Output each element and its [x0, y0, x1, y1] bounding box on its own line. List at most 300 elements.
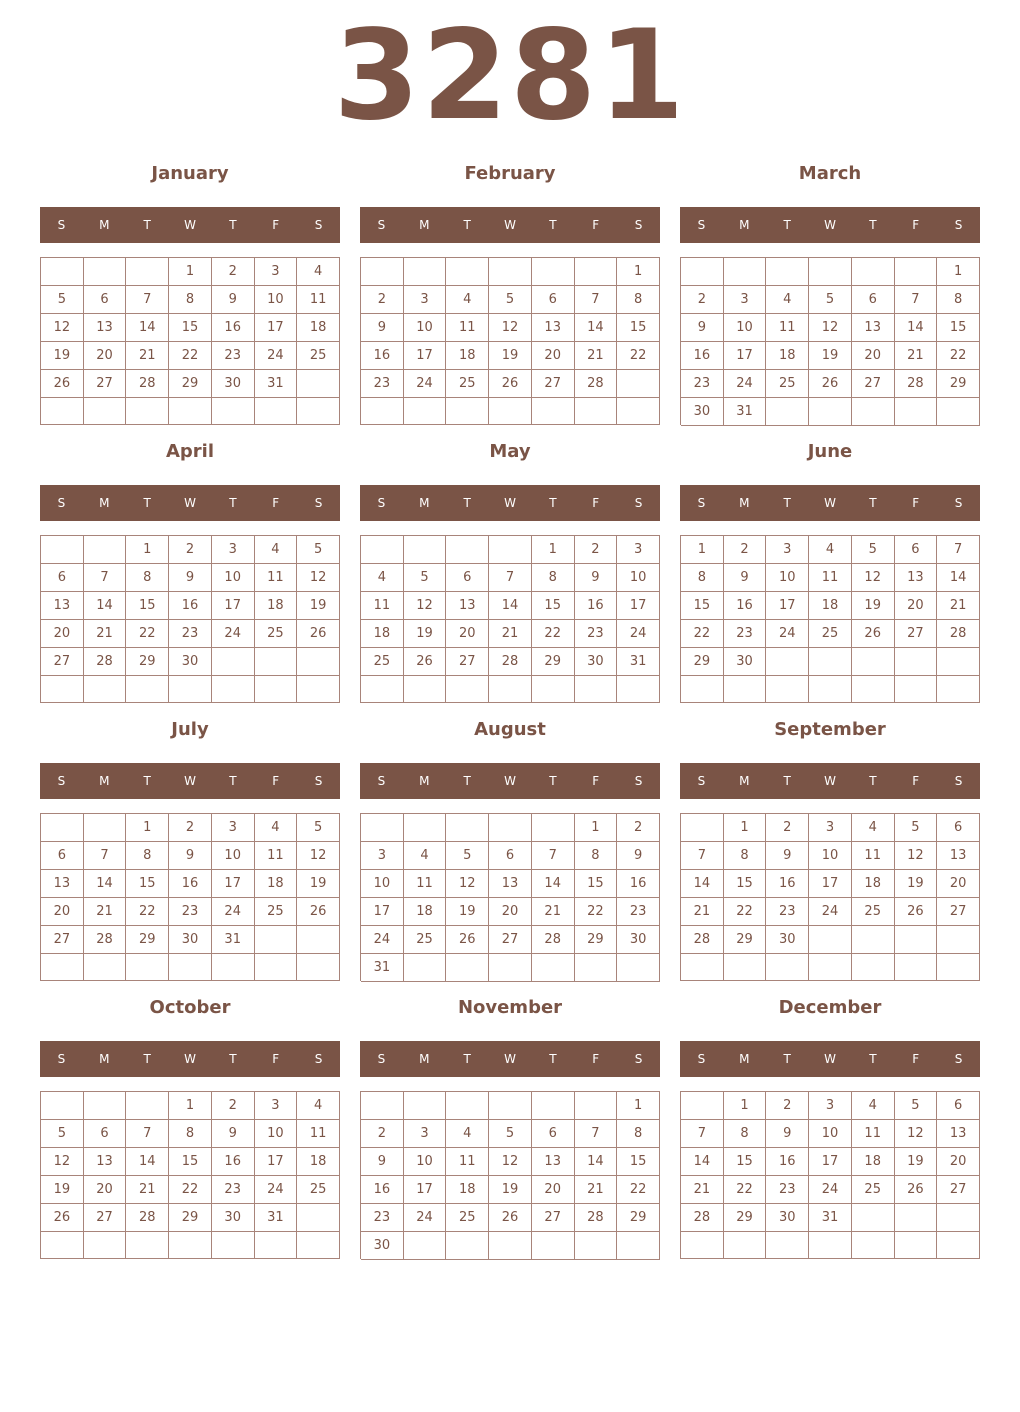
day-cell: 21: [895, 342, 938, 370]
empty-cell: [575, 954, 618, 982]
day-cell: 2: [212, 1092, 255, 1120]
weekday-label: M: [739, 774, 750, 788]
day-cell: 22: [532, 620, 575, 648]
empty-cell: [617, 370, 660, 398]
empty-cell: [84, 676, 127, 703]
day-cell: 22: [937, 342, 980, 370]
day-cell: 18: [766, 342, 809, 370]
empty-cell: [681, 1232, 724, 1259]
weekday-label: S: [634, 1052, 643, 1066]
empty-cell: [404, 1092, 447, 1120]
day-cell: 26: [489, 1204, 532, 1232]
weekday-label: T: [869, 774, 877, 788]
empty-cell: [809, 398, 852, 426]
day-cell: 18: [297, 1148, 340, 1176]
day-cell: 17: [255, 1148, 298, 1176]
day-cell: 7: [681, 1120, 724, 1148]
day-cell: 28: [895, 370, 938, 398]
day-cell: 16: [169, 870, 212, 898]
day-cell: 17: [617, 592, 660, 620]
day-cell: 3: [361, 842, 404, 870]
weekday-label: F: [272, 774, 280, 788]
day-cell: 23: [169, 620, 212, 648]
weekday-header: [40, 763, 340, 799]
day-cell: 25: [766, 370, 809, 398]
empty-cell: [255, 954, 298, 981]
weekday-header: [680, 207, 980, 243]
day-cell: 25: [809, 620, 852, 648]
weekday-label: M: [739, 496, 750, 510]
day-cell: 21: [84, 898, 127, 926]
day-cell: 15: [724, 1148, 767, 1176]
day-cell: 4: [404, 842, 447, 870]
day-cell: 7: [126, 286, 169, 314]
weekday-label: S: [697, 218, 706, 232]
day-grid: [40, 535, 340, 703]
day-grid: [40, 257, 340, 425]
empty-cell: [617, 398, 660, 425]
weekday-label: S: [57, 774, 66, 788]
day-cell: 21: [532, 898, 575, 926]
day-cell: 8: [169, 1120, 212, 1148]
empty-cell: [724, 1232, 767, 1259]
weekday-label: T: [463, 774, 471, 788]
day-cell: 13: [41, 870, 84, 898]
day-cell: 6: [852, 286, 895, 314]
day-cell: 14: [532, 870, 575, 898]
empty-cell: [297, 676, 340, 703]
empty-cell: [404, 398, 447, 425]
weekday-label: T: [783, 774, 791, 788]
day-cell: 6: [84, 1120, 127, 1148]
day-cell: 5: [895, 814, 938, 842]
empty-cell: [937, 926, 980, 954]
day-cell: 5: [489, 286, 532, 314]
day-cell: 23: [212, 342, 255, 370]
empty-cell: [852, 954, 895, 981]
empty-cell: [809, 258, 852, 286]
day-cell: 14: [575, 314, 618, 342]
day-cell: 3: [212, 814, 255, 842]
day-cell: 30: [169, 648, 212, 676]
day-cell: 23: [766, 898, 809, 926]
day-cell: 24: [809, 1176, 852, 1204]
day-cell: 19: [297, 870, 340, 898]
day-cell: 13: [446, 592, 489, 620]
month-name: January: [151, 163, 229, 184]
empty-cell: [489, 676, 532, 703]
day-cell: 23: [766, 1176, 809, 1204]
day-cell: 2: [575, 536, 618, 564]
day-cell: 14: [681, 870, 724, 898]
empty-cell: [255, 926, 298, 954]
day-cell: 9: [212, 1120, 255, 1148]
empty-cell: [895, 954, 938, 981]
day-cell: 22: [169, 342, 212, 370]
day-cell: 15: [681, 592, 724, 620]
empty-cell: [446, 1092, 489, 1120]
empty-cell: [297, 926, 340, 954]
empty-cell: [126, 398, 169, 425]
day-cell: 21: [681, 898, 724, 926]
empty-cell: [766, 954, 809, 981]
weekday-label: S: [377, 774, 386, 788]
empty-cell: [361, 398, 404, 425]
day-cell: 18: [255, 870, 298, 898]
day-cell: 24: [766, 620, 809, 648]
day-cell: 1: [724, 1092, 767, 1120]
day-cell: 17: [212, 592, 255, 620]
day-cell: 14: [575, 1148, 618, 1176]
day-cell: 30: [766, 1204, 809, 1232]
day-cell: 24: [404, 370, 447, 398]
day-cell: 25: [404, 926, 447, 954]
day-cell: 6: [532, 286, 575, 314]
day-cell: 3: [255, 1092, 298, 1120]
day-cell: 21: [575, 1176, 618, 1204]
month-name: November: [457, 997, 563, 1018]
day-cell: 6: [489, 842, 532, 870]
empty-cell: [126, 676, 169, 703]
empty-cell: [446, 814, 489, 842]
month-name: May: [489, 441, 531, 462]
day-cell: 6: [937, 814, 980, 842]
day-cell: 15: [617, 314, 660, 342]
day-cell: 12: [489, 1148, 532, 1176]
day-cell: 13: [489, 870, 532, 898]
day-cell: 9: [681, 314, 724, 342]
day-cell: 11: [852, 842, 895, 870]
day-cell: 24: [809, 898, 852, 926]
day-cell: 12: [809, 314, 852, 342]
day-cell: 12: [297, 564, 340, 592]
weekday-label: M: [419, 1052, 430, 1066]
day-cell: 10: [255, 1120, 298, 1148]
day-cell: 26: [41, 370, 84, 398]
empty-cell: [41, 536, 84, 564]
empty-cell: [532, 814, 575, 842]
day-cell: 21: [937, 592, 980, 620]
day-cell: 6: [937, 1092, 980, 1120]
weekday-label: S: [377, 496, 386, 510]
day-cell: 21: [575, 342, 618, 370]
day-cell: 23: [169, 898, 212, 926]
day-cell: 1: [126, 536, 169, 564]
empty-cell: [852, 926, 895, 954]
weekday-header: [360, 485, 660, 521]
day-cell: 1: [126, 814, 169, 842]
day-cell: 16: [766, 1148, 809, 1176]
day-cell: 7: [575, 286, 618, 314]
weekday-label: S: [57, 218, 66, 232]
day-cell: 27: [532, 370, 575, 398]
empty-cell: [84, 954, 127, 981]
empty-cell: [404, 814, 447, 842]
day-cell: 11: [255, 842, 298, 870]
weekday-label: W: [504, 774, 516, 788]
empty-cell: [41, 814, 84, 842]
month-name: December: [778, 997, 882, 1018]
day-cell: 19: [41, 1176, 84, 1204]
day-cell: 25: [297, 342, 340, 370]
weekday-label: F: [912, 218, 920, 232]
day-cell: 11: [361, 592, 404, 620]
weekday-label: F: [592, 218, 600, 232]
day-grid: [360, 535, 660, 703]
day-cell: 20: [532, 1176, 575, 1204]
weekday-label: T: [143, 496, 151, 510]
day-cell: 4: [361, 564, 404, 592]
day-cell: 8: [937, 286, 980, 314]
day-cell: 16: [575, 592, 618, 620]
weekday-label: S: [57, 496, 66, 510]
day-cell: 12: [489, 314, 532, 342]
day-cell: 21: [84, 620, 127, 648]
day-cell: 4: [255, 536, 298, 564]
day-cell: 11: [255, 564, 298, 592]
day-cell: 19: [489, 1176, 532, 1204]
day-cell: 24: [404, 1204, 447, 1232]
empty-cell: [126, 954, 169, 981]
day-cell: 3: [766, 536, 809, 564]
day-cell: 5: [41, 286, 84, 314]
empty-cell: [446, 258, 489, 286]
empty-cell: [361, 814, 404, 842]
day-cell: 27: [937, 1176, 980, 1204]
weekday-label: W: [824, 496, 836, 510]
weekday-label: W: [824, 1052, 836, 1066]
day-cell: 27: [41, 648, 84, 676]
day-cell: 18: [446, 342, 489, 370]
empty-cell: [532, 676, 575, 703]
day-cell: 24: [617, 620, 660, 648]
weekday-label: M: [739, 1052, 750, 1066]
weekday-label: M: [99, 218, 110, 232]
day-cell: 1: [532, 536, 575, 564]
empty-cell: [809, 1232, 852, 1259]
empty-cell: [169, 676, 212, 703]
weekday-label: S: [314, 218, 323, 232]
day-cell: 28: [937, 620, 980, 648]
empty-cell: [852, 258, 895, 286]
empty-cell: [489, 814, 532, 842]
day-cell: 3: [724, 286, 767, 314]
day-cell: 13: [532, 1148, 575, 1176]
day-cell: 24: [361, 926, 404, 954]
empty-cell: [404, 1232, 447, 1260]
empty-cell: [446, 536, 489, 564]
day-cell: 7: [532, 842, 575, 870]
month-name: July: [171, 719, 209, 740]
day-cell: 7: [84, 564, 127, 592]
day-cell: 25: [297, 1176, 340, 1204]
empty-cell: [446, 398, 489, 425]
day-cell: 29: [724, 926, 767, 954]
day-cell: 19: [297, 592, 340, 620]
day-cell: 28: [84, 648, 127, 676]
empty-cell: [937, 398, 980, 426]
day-cell: 31: [255, 1204, 298, 1232]
day-grid: [360, 257, 660, 425]
empty-cell: [297, 1232, 340, 1259]
day-cell: 22: [724, 1176, 767, 1204]
day-cell: 30: [724, 648, 767, 676]
day-cell: 20: [41, 620, 84, 648]
empty-cell: [41, 398, 84, 425]
empty-cell: [489, 258, 532, 286]
empty-cell: [766, 648, 809, 676]
day-cell: 31: [724, 398, 767, 426]
day-cell: 10: [212, 564, 255, 592]
weekday-label: M: [99, 1052, 110, 1066]
day-cell: 17: [404, 342, 447, 370]
weekday-label: W: [504, 496, 516, 510]
day-cell: 30: [617, 926, 660, 954]
day-cell: 17: [809, 870, 852, 898]
empty-cell: [84, 258, 127, 286]
day-cell: 30: [212, 370, 255, 398]
day-cell: 15: [575, 870, 618, 898]
day-cell: 11: [446, 314, 489, 342]
day-cell: 7: [937, 536, 980, 564]
day-cell: 10: [724, 314, 767, 342]
day-cell: 2: [361, 1120, 404, 1148]
day-cell: 22: [724, 898, 767, 926]
day-cell: 6: [446, 564, 489, 592]
day-cell: 28: [126, 1204, 169, 1232]
day-cell: 8: [681, 564, 724, 592]
day-cell: 10: [212, 842, 255, 870]
day-cell: 16: [361, 342, 404, 370]
weekday-label: T: [783, 1052, 791, 1066]
empty-cell: [212, 954, 255, 981]
day-cell: 16: [724, 592, 767, 620]
empty-cell: [297, 648, 340, 676]
empty-cell: [532, 1092, 575, 1120]
day-cell: 9: [169, 842, 212, 870]
day-cell: 20: [84, 1176, 127, 1204]
weekday-label: M: [419, 496, 430, 510]
weekday-label: S: [954, 774, 963, 788]
weekday-label: S: [57, 1052, 66, 1066]
empty-cell: [297, 370, 340, 398]
weekday-label: T: [463, 218, 471, 232]
day-cell: 13: [852, 314, 895, 342]
day-cell: 2: [766, 1092, 809, 1120]
day-cell: 30: [575, 648, 618, 676]
empty-cell: [404, 954, 447, 982]
empty-cell: [809, 926, 852, 954]
day-cell: 24: [212, 620, 255, 648]
empty-cell: [84, 398, 127, 425]
empty-cell: [212, 398, 255, 425]
day-cell: 10: [809, 1120, 852, 1148]
day-cell: 5: [297, 536, 340, 564]
day-cell: 7: [895, 286, 938, 314]
weekday-label: T: [549, 774, 557, 788]
empty-cell: [41, 1232, 84, 1259]
empty-cell: [297, 398, 340, 425]
weekday-label: T: [463, 496, 471, 510]
day-cell: 1: [169, 1092, 212, 1120]
day-cell: 13: [937, 1120, 980, 1148]
empty-cell: [617, 954, 660, 982]
empty-cell: [255, 398, 298, 425]
day-cell: 9: [766, 842, 809, 870]
empty-cell: [895, 398, 938, 426]
weekday-label: T: [783, 496, 791, 510]
weekday-label: F: [272, 496, 280, 510]
empty-cell: [937, 1204, 980, 1232]
weekday-header: [360, 1041, 660, 1077]
day-cell: 28: [532, 926, 575, 954]
day-cell: 9: [617, 842, 660, 870]
weekday-header: [40, 1041, 340, 1077]
day-cell: 20: [41, 898, 84, 926]
day-cell: 13: [84, 314, 127, 342]
month-name: April: [165, 441, 215, 462]
day-cell: 16: [169, 592, 212, 620]
day-cell: 27: [84, 370, 127, 398]
empty-cell: [852, 1232, 895, 1259]
day-cell: 7: [575, 1120, 618, 1148]
day-cell: 14: [489, 592, 532, 620]
day-cell: 12: [446, 870, 489, 898]
day-cell: 7: [84, 842, 127, 870]
day-cell: 5: [297, 814, 340, 842]
day-cell: 19: [895, 1148, 938, 1176]
day-cell: 27: [852, 370, 895, 398]
day-cell: 9: [361, 1148, 404, 1176]
day-cell: 9: [724, 564, 767, 592]
day-cell: 24: [724, 370, 767, 398]
empty-cell: [361, 536, 404, 564]
day-cell: 8: [532, 564, 575, 592]
day-cell: 18: [446, 1176, 489, 1204]
day-cell: 26: [852, 620, 895, 648]
day-cell: 20: [895, 592, 938, 620]
day-cell: 16: [766, 870, 809, 898]
day-cell: 28: [681, 1204, 724, 1232]
day-cell: 12: [41, 314, 84, 342]
day-cell: 29: [937, 370, 980, 398]
empty-cell: [575, 676, 618, 703]
day-cell: 26: [297, 898, 340, 926]
empty-cell: [41, 258, 84, 286]
day-cell: 11: [446, 1148, 489, 1176]
day-cell: 12: [895, 842, 938, 870]
day-cell: 22: [126, 620, 169, 648]
day-cell: 26: [489, 370, 532, 398]
weekday-label: S: [634, 774, 643, 788]
day-grid: [360, 813, 660, 981]
day-cell: 11: [766, 314, 809, 342]
day-cell: 31: [361, 954, 404, 982]
day-cell: 30: [169, 926, 212, 954]
weekday-label: S: [954, 496, 963, 510]
day-cell: 26: [809, 370, 852, 398]
year-title: 3281: [333, 4, 687, 148]
day-cell: 23: [575, 620, 618, 648]
empty-cell: [489, 1092, 532, 1120]
weekday-label: T: [143, 774, 151, 788]
day-cell: 10: [361, 870, 404, 898]
day-cell: 27: [532, 1204, 575, 1232]
day-cell: 4: [297, 258, 340, 286]
day-cell: 15: [169, 1148, 212, 1176]
weekday-label: S: [314, 1052, 323, 1066]
weekday-label: S: [377, 1052, 386, 1066]
